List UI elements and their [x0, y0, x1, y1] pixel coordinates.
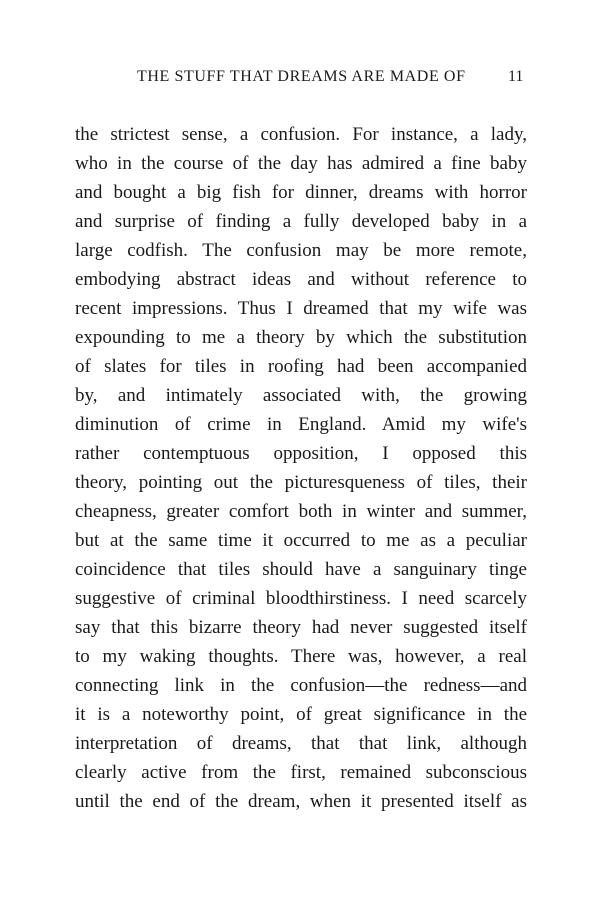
text-line: say that this bizarre theory had never suggested itself: [75, 617, 527, 638]
text-line: until the end of the dream, when it presented itself as: [75, 791, 527, 812]
text-line: large codfish. The confusion may be more remote,: [75, 240, 527, 261]
text-line: coincidence that tiles should have a sanguinary tinge: [75, 559, 527, 580]
text-line: interpretation of dreams, that that link, although: [75, 733, 527, 754]
text-line: of slates for tiles in roofing had been accompanied: [75, 356, 527, 377]
text-line: but at the same time it occurred to me as a peculiar: [75, 530, 527, 551]
text-line: connecting link in the confusion—the redness—and: [75, 675, 527, 696]
running-title: THE STUFF THAT DREAMS ARE MADE OF: [137, 68, 466, 85]
body-text: [75, 120, 527, 816]
text-line: and surprise of finding a fully developed baby in a: [75, 211, 527, 232]
page-number: 11: [508, 68, 524, 85]
text-line: the strictest sense, a confusion. For instance, a lady,: [75, 124, 527, 145]
text-line: diminution of crime in England. Amid my wife's: [75, 414, 527, 435]
text-line: expounding to me a theory by which the substitution: [75, 327, 527, 348]
text-line: to my waking thoughts. There was, however, a real: [75, 646, 527, 667]
running-header: [0, 68, 600, 92]
text-line: cheapness, greater comfort both in winter and summer,: [75, 501, 527, 522]
text-line: it is a noteworthy point, of great significance in the: [75, 704, 527, 725]
text-line: and bought a big fish for dinner, dreams with horror: [75, 182, 527, 203]
text-line: theory, pointing out the picturesqueness of tiles, their: [75, 472, 527, 493]
text-line: rather contemptuous opposition, I opposed this: [75, 443, 527, 464]
text-line: by, and intimately associated with, the growing: [75, 385, 527, 406]
text-line: who in the course of the day has admired a fine baby: [75, 153, 527, 174]
text-line: suggestive of criminal bloodthirstiness. I need scarcely: [75, 588, 527, 609]
text-line: embodying abstract ideas and without reference to: [75, 269, 527, 290]
text-line: clearly active from the first, remained subconscious: [75, 762, 527, 783]
text-line: recent impressions. Thus I dreamed that my wife was: [75, 298, 527, 319]
